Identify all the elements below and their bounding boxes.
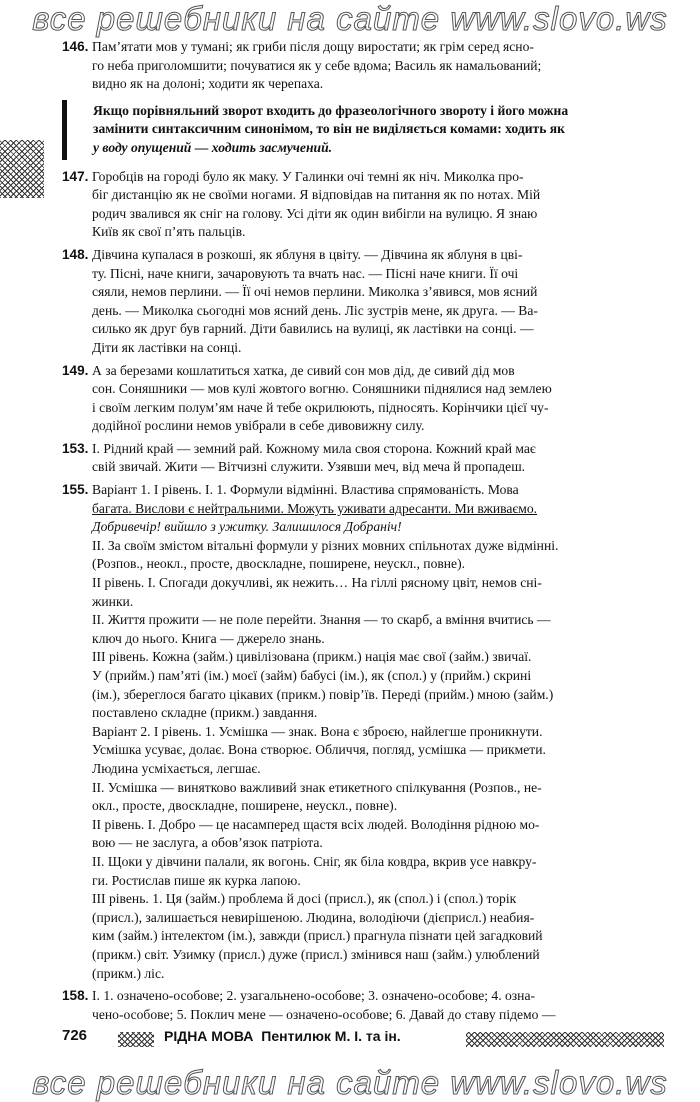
exercise-number: 153. xyxy=(62,440,89,456)
text-line: видно як на долоні; ходити як черепаха. xyxy=(92,76,324,92)
exercise-148 xyxy=(62,246,666,358)
watermark-bottom: все решебники на сайте www.slovo.ws xyxy=(32,1064,668,1101)
rule-line: Якщо порівняльний зворот входить до фразеологічного звороту і його можна xyxy=(93,102,569,118)
text-line: У (прийм.) пам’яті (ім.) моєї (займ) бабусі (ім.), як (спол.) у (прийм.) скрині xyxy=(92,668,532,683)
exercise-number: 158. xyxy=(62,988,89,1004)
rule-line: у воду опущений — ходить засмучений. xyxy=(93,139,333,155)
decorative-hatch-block xyxy=(466,1032,664,1047)
text-line: (ім.), збереглося багато цікавих (прикм.) повір’їв. Переді (прийм.) мною (займ.) xyxy=(92,686,554,702)
rule-line: замінити синтаксичним синонімом, то він не виділяється комами: ходить як xyxy=(93,121,565,137)
text-line: ІІ. За своїм змістом вітальні формули у різних мовних спільнотах дуже відмінні. xyxy=(92,537,559,553)
text-line: ги. Ростислав пише як курка лапою. xyxy=(92,872,301,888)
book-authors: Пентилюк М. І. та ін. xyxy=(261,1028,401,1044)
exercise-153 xyxy=(62,440,666,477)
text-line: додійної рослини немов увібрали в себе дивовижну силу. xyxy=(92,418,425,434)
text-line: І. Рідний край — земний рай. Кожному мила своя сторона. Кожний край має xyxy=(92,440,536,456)
text-line: ІІ. Життя прожити — не поле перейти. Знання — то скарб, а вміння вчитись — xyxy=(92,612,551,628)
book-title-text: РІДНА МОВА xyxy=(164,1028,254,1044)
text-line: день. — Миколка сьогодні мов ясний день. Ліс зустрів мене, як друга. — Ва- xyxy=(92,302,538,318)
text-line: ІІ. Щоки у дівчини палали, як вогонь. Сніг, як біла ковдра, вкрив усе навкру- xyxy=(92,853,537,869)
text-line: поставлено складне (прикм.) завдання. xyxy=(92,705,318,721)
exercise-155 xyxy=(62,481,666,983)
grammar-rule-box xyxy=(62,100,666,160)
exercise-146 xyxy=(62,38,666,94)
text-line: (прикм.) ліс. xyxy=(92,965,165,981)
text-line: багата. Вислови є нейтральними. Можуть уживати адресанти. Ми вживаємо. xyxy=(92,500,538,516)
text-line: ІІ рівень. І. Спогади докучливі, як нежить… На гіллі рясному цвіт, немов сні- xyxy=(92,575,542,591)
text-line: Дівчина купалася в розкоші, як яблуня в цвіту. — Дівчина як яблуня в цві- xyxy=(92,246,523,262)
text-line: Варіант 1. І рівень. І. 1. Формули відмінні. Властива спрямованість. Мова xyxy=(92,482,519,498)
text-line: Київ як свої п’ять пальців. xyxy=(92,224,246,240)
text-line: силько як друг був гарний. Діти бавились на вулиці, як ластівки на сонці. — xyxy=(92,321,534,337)
text-line: Діти як ластівки на сонці. xyxy=(92,339,242,355)
exercise-158 xyxy=(62,987,666,1024)
decorative-hatch-block xyxy=(118,1032,154,1047)
text-line: ІІ рівень. І. Добро — це насамперед щастя всіх людей. Володіння рідною мо- xyxy=(92,816,540,832)
page-number: 726 xyxy=(62,1027,88,1044)
text-line: чено-особове; 5. Поклич мене — означено-особове; 6. Давай до ставу підемо — xyxy=(92,1006,556,1022)
page-content xyxy=(62,38,666,1028)
text-line: вою — не заслуга, а обов’язок патріота. xyxy=(92,835,323,851)
book-title xyxy=(160,1028,401,1044)
text-line: ким (займ.) інтелектом (ім.), завжди (присл.) прагнула пізнати цей загадковий xyxy=(92,928,543,944)
text-line: жинки. xyxy=(92,593,134,609)
text-line: свій звичай. Жити — Вітчизні служити. Узявши меч, від меча й пропадеш. xyxy=(92,459,526,475)
exercise-number: 148. xyxy=(62,246,89,262)
exercise-number: 149. xyxy=(62,362,89,378)
text-line: І. 1. означено-особове; 2. узагальнено-особове; 3. означено-особове; 4. озна- xyxy=(92,988,535,1004)
text-line: сон. Соняшники — мов кулі жовтого вогню. Соняшники піднялися над землею xyxy=(92,381,552,397)
text-line: Пам’ятати мов у тумані; як гриби після дощу виростати; як грім серед ясно- xyxy=(92,39,534,54)
exercise-147 xyxy=(62,168,666,242)
text-line: Усмішка усуває, долає. Вона створює. Обличчя, погляд, усмішка — прикмети. xyxy=(92,742,546,758)
text-line: А за березами кошлатиться хатка, де сивий сон мов дід, де сивий дід мов xyxy=(92,362,515,378)
text-line: Горобців на городі було як маку. У Галинки очі темні як ніч. Миколка про- xyxy=(92,168,524,184)
text-line: і своїм легким полум’ям наче й тебе окрилюють, підносять. Корінчики цієї чу- xyxy=(92,399,549,415)
decorative-hatch-block xyxy=(0,140,44,198)
text-line: окл., просте, двоскладне, поширене, неускл., повне). xyxy=(92,798,398,814)
text-line: Добривечір! вийшло з ужитку. Залишилося Добраніч! xyxy=(92,519,402,535)
exercise-149 xyxy=(62,362,666,436)
text-line: ту. Пісні, наче книги, зачаровують та вчать нас. — Пісні наче книги. Її очі xyxy=(92,265,519,281)
text-line: сяяли, немов перлини. — Її очі немов перлини. Миколка з’явився, мов ясний xyxy=(92,284,538,300)
exercise-number: 146. xyxy=(62,39,89,54)
watermark-top: все решебники на сайте www.slovo.ws xyxy=(32,0,668,37)
text-line: біг дистанцію як не своїми ногами. Я відповідав на питання як по нотах. Мій xyxy=(92,187,541,203)
text-line: (Розпов., неокл., просте, двоскладне, поширене, неускл., повне). xyxy=(92,556,466,572)
text-line: родич звалився як сніг на голову. Усі діти як один вибігли на вулицю. Я знаю xyxy=(92,205,538,221)
text-line: Варіант 2. І рівень. 1. Усмішка — знак. Вона є зброєю, найлегше проникнути. xyxy=(92,723,543,739)
exercise-number: 147. xyxy=(62,168,89,184)
text-line: (присл.), залишається невирішеною. Людина, володіючи (дієприсл.) неабия- xyxy=(92,909,535,925)
text-line: (прикм.) світ. Узимку (присл.) дуже (присл.) змінився наш (займ.) улюблений xyxy=(92,946,540,962)
text-line: ключ до нього. Книга — джерело знань. xyxy=(92,630,325,646)
text-line: Людина усміхається, легшає. xyxy=(92,760,261,776)
text-line: ІІ. Усмішка — винятково важливий знак етикетного спілкування (Розпов., не- xyxy=(92,779,542,795)
exercise-number: 155. xyxy=(62,482,89,498)
text-line: ІІІ рівень. 1. Ця (займ.) проблема й досі (присл.), як (спол.) і (спол.) торік xyxy=(92,891,517,907)
text-line: ІІІ рівень. Кожна (займ.) цивілізована (прикм.) нація має свої (займ.) звичаї. xyxy=(92,649,532,665)
text-line: го неба приголомшити; почуватися як у себе вдома; Василь як намальований; xyxy=(92,57,542,73)
